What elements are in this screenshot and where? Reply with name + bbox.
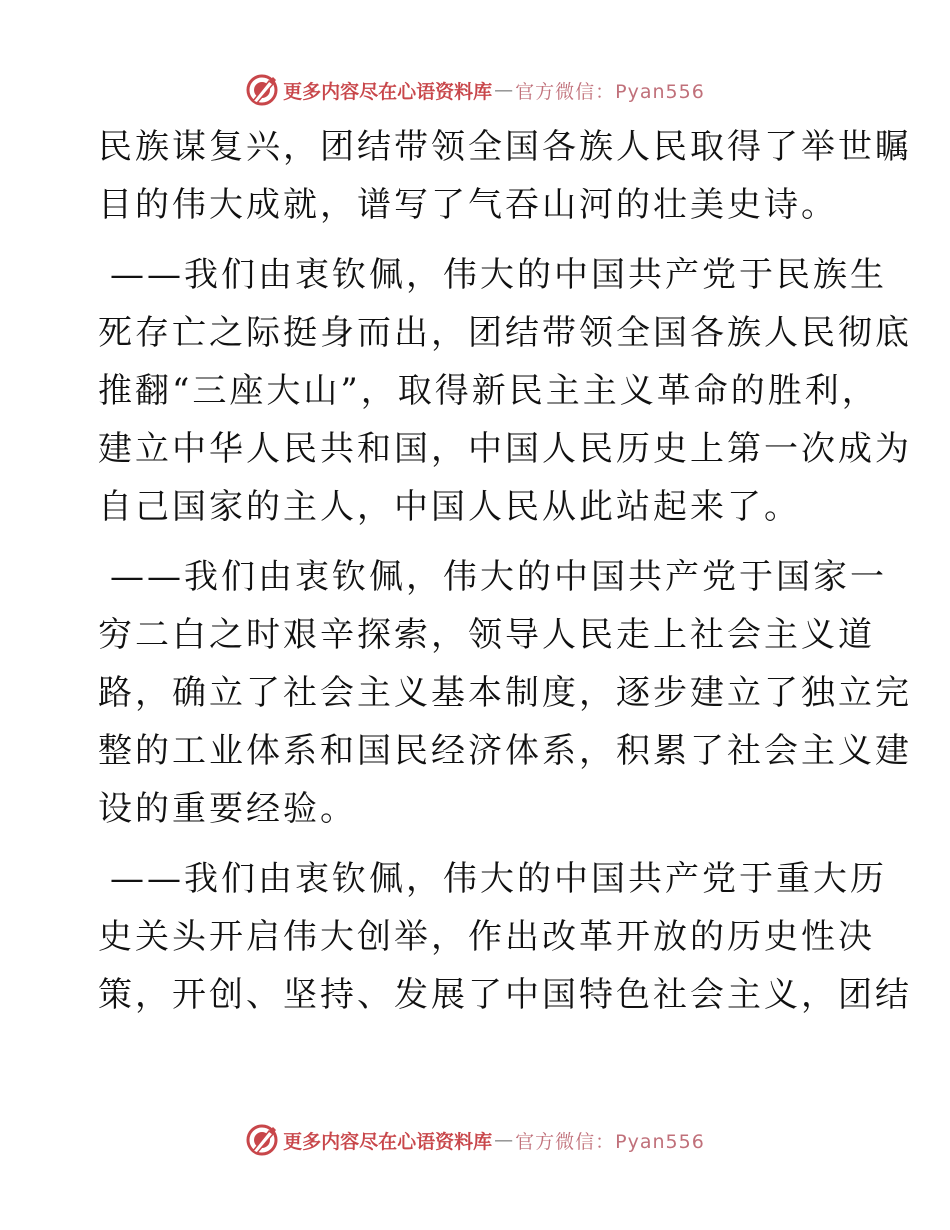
banner-title: 更多内容尽在心语资料库 [283, 80, 493, 103]
paragraph [98, 246, 912, 536]
banner-title: 更多内容尽在心语资料库 [283, 1130, 493, 1153]
text-line: 策，开创、坚持、发展了中国特色社会主义，团结 [98, 975, 912, 1015]
text-line: 死存亡之际挺身而出，团结带领全国各族人民彻底 [98, 313, 912, 353]
text-line: ——我们由衷钦佩，伟大的中国共产党于重大历 [110, 859, 887, 899]
banner-separator: — [494, 79, 514, 101]
pen-logo-icon [245, 1123, 279, 1157]
pen-logo-icon [245, 73, 279, 107]
header-banner [0, 70, 950, 110]
text-line: 推翻“三座大山”，取得新民主主义革命的胜利， [98, 371, 879, 411]
footer-banner [0, 1120, 950, 1160]
text-line: ——我们由衷钦佩，伟大的中国共产党于国家一 [110, 557, 887, 597]
text-line: 设的重要经验。 [98, 789, 357, 829]
text-line: 整的工业体系和国民经济体系，积累了社会主义建 [98, 731, 912, 771]
text-line: ——我们由衷钦佩，伟大的中国共产党于民族生 [110, 255, 887, 295]
paragraph [98, 548, 912, 838]
text-line: 建立中华人民共和国，中国人民历史上第一次成为 [98, 429, 912, 469]
banner-separator: — [494, 1129, 514, 1151]
paragraph [98, 118, 912, 234]
paragraph [98, 850, 912, 1024]
text-line: 穷二白之时艰辛探索，领导人民走上社会主义道 [98, 615, 875, 655]
text-line: 路，确立了社会主义基本制度，逐步建立了独立完 [98, 673, 912, 713]
text-line: 民族谋复兴，团结带领全国各族人民取得了举世瞩 [98, 127, 912, 167]
text-line: 自己国家的主人，中国人民从此站起来了。 [98, 487, 801, 527]
text-line: 目的伟大成就，谱写了气吞山河的壮美史诗。 [98, 185, 838, 225]
banner-contact: 官方微信：Pyan556 [515, 1130, 705, 1153]
document-body [98, 118, 912, 1024]
banner-contact: 官方微信：Pyan556 [515, 80, 705, 103]
text-line: 史关头开启伟大创举，作出改革开放的历史性决 [98, 917, 875, 957]
